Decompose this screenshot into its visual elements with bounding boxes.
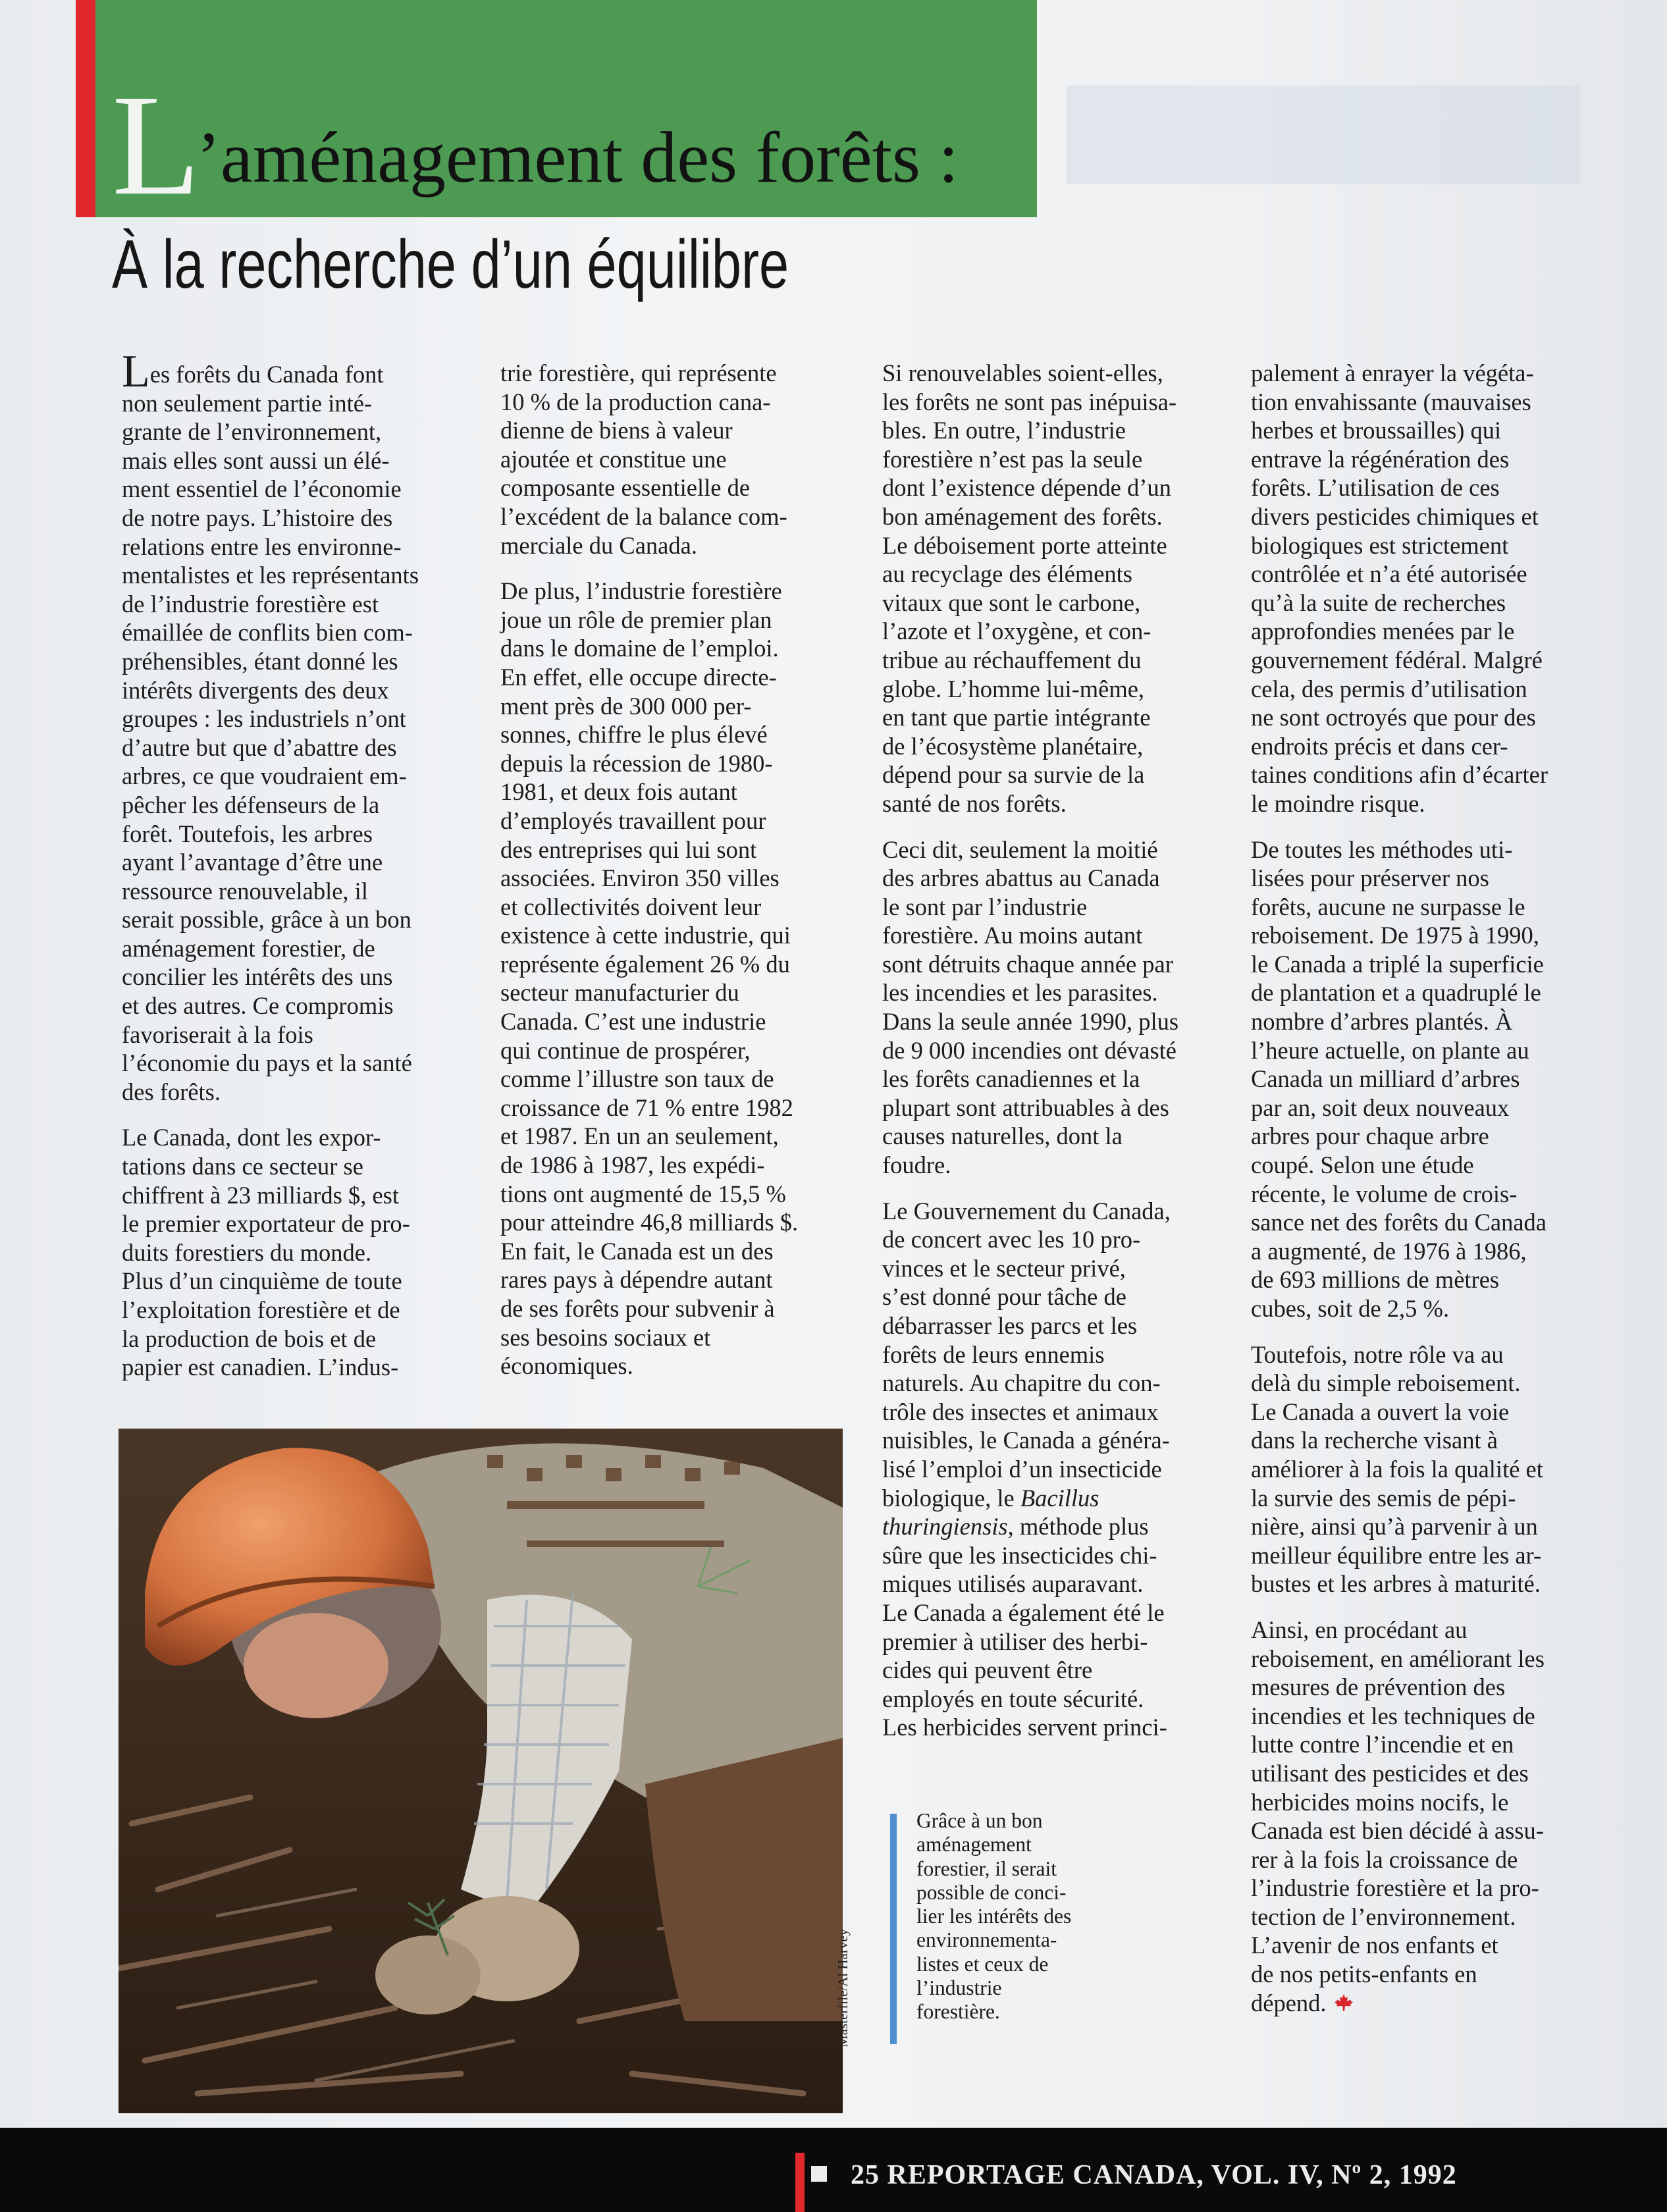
photo-credit: Masterfile/Al Harvey <box>835 1928 851 2047</box>
column-1 <box>122 346 471 1399</box>
paragraph: trie forestière, qui représente 10 % de la production cana- dienne de biens à valeur ajoutée et constitue une composante essentielle de l’excédent de la balance com- merciale du Canada. <box>500 359 787 559</box>
header-red-strip <box>76 0 95 217</box>
article-title <box>112 65 959 225</box>
paragraph: De plus, l’industrie forestière joue un rôle de premier plan dans le domaine de l’emploi. En effet, elle occupe directe- ment près de 300 000 per- sonnes, chiffre le plus élevé depuis la récession de 1980- 1981, et deux fois autant d’employés travaillent pour des entreprises qui lui sont associées. Environ 350 villes et collectivités doivent leur existence à cette industrie, qui représente également 26 % du secteur manufacturier du Canada. C’est une industrie qui continue de prospérer, comme l’illustre son taux de croissance de 71 % entre 1982 et 1987. En un an seulement, de 1986 à 1987, les expédi- tions ont augmenté de 15,5 % pour atteindre 46,8 milliards $. En fait, le Canada est un des rares pays à dépendre autant de ses forêts pour subvenir à ses besoins sociaux et économiques. <box>500 577 799 1380</box>
paragraph: palement à enrayer la végéta- tion envahissante (mauvaises herbes et broussailles) qui entrave la régénération des forêts. L’utilisation de ces divers pesticides chimiques et biologiques est strictement contrôlée et n’a été autorisée qu’à la suite de recherches approfondies menées par le gouvernement fédéral. Malgré cela, des permis d’utilisation ne sont octroyés que pour des endroits précis et dans cer- taines conditions afin d’écarter le moindre risque. <box>1251 359 1548 817</box>
footer-red-marker <box>795 2153 805 2212</box>
paragraph: De toutes les méthodes uti- lisées pour préserver nos forêts, aucune ne surpasse le reboisement. De 1975 à 1990, le Canada a triplé la superficie de plantation et a quadruplé le nombre d’arbres plantés. À l’heure actuelle, on plante au Canada un milliard d’arbres par an, soit deux nouveaux arbres pour chaque arbre coupé. Selon une étude récente, le volume de crois- sance net des forêts du Canada a augmenté, de 1976 à 1986, de 693 millions de mètres cubes, soit de 2,5 %. <box>1251 835 1547 1322</box>
species-name: Bacillus thuringiensis <box>882 1484 1099 1540</box>
column-4 <box>1251 359 1600 2034</box>
column-3 <box>882 359 1211 1759</box>
title-line1-text: ’aménagement des forêts : <box>196 117 959 198</box>
photo-illustration <box>119 1429 843 2113</box>
paragraph <box>1251 1616 1600 2017</box>
paragraph: Le Canada, dont les expor- tations dans ce secteur se chiffrent à 23 milliards $, est le premier exportateur de pro- duits forestiers du monde. Plus d’un cinquième de toute l’exploitation forestière et de la production de bois et de papier est canadien. L’indus- <box>122 1124 410 1381</box>
paragraph <box>122 346 471 1106</box>
dropcap: L <box>122 346 150 397</box>
paragraph: Si renouvelables soient-elles, les forêts ne sont pas inépuisa- bles. En outre, l’industrie forestière n’est pas la seule dont l’existence dépende d’un bon aménagement des forêts. Le déboisement porte atteinte au recyclage des éléments vitaux que sont le carbone, l’azote et l’oxygène, et con- tribue au réchauffement du globe. L’homme lui-même, en tant que partie intégrante de l’écosystème planétaire, dépend pour sa survie de la santé de nos forêts. <box>882 359 1177 817</box>
pullquote: Grâce à un bon aménagement forestier, il serait possible de conci- lier les intérêts des environnementa- listes et ceux de l’industrie forestière. <box>916 1809 1072 2024</box>
footer-square-bullet <box>811 2166 827 2182</box>
title-dropcap: L <box>112 65 197 225</box>
column-2 <box>500 359 843 1398</box>
maple-leaf-icon <box>1333 1993 1354 2014</box>
pullquote-bar <box>890 1814 897 2044</box>
paragraph: Ceci dit, seulement la moitié des arbres abattus au Canada le sont par l’industrie forestière. Au moins autant sont détruits chaque année par les incendies et les parasites. Dans la seule année 1990, plus de 9 000 incendies ont dévasté les forêts canadiennes et la plupart sont attribuables à des causes naturelles, dont la foudre. <box>882 835 1179 1179</box>
paragraph <box>882 1197 1211 1742</box>
paragraph-text: Ainsi, en procédant au reboisement, en améliorant les mesures de prévention des incendies et les techniques de lutte contre l’incendie et en utilisant des pesticides et des herbicides moins nocifs, le Canada est bien décidé à assu- rer à la fois la croissance de l’industrie forestière et la pro- tection de l’environnement. L’avenir de nos enfants et de nos petits-enfants en dépend. <box>1251 1616 1545 2016</box>
paragraph-text: es forêts du Canada font non seulement partie inté- grante de l’environnement, mais elles sont aussi un élé- ment essentiel de l’économie de notre pays. L’histoire des relations entre les environne- mentalistes et les représentants de l’industrie forestière est émaillée de conflits bien com- préhensibles, étant donné les intérêts divergents des deux groupes : les industriels n’ont d’autre but que d’abattre des arbres, ce que voudraient em- pêcher les défenseurs de la forêt. Toutefois, les arbres ayant l’avantage d’être une ressource renouvelable, il serait possible, grâce à un bon aménagement forestier, de concilier les intérêts des uns et des autres. Ce compromis favoriserait à la fois l’économie du pays et la santé des forêts. <box>122 361 419 1105</box>
show-through-band <box>1067 86 1580 184</box>
paragraph-text: Le Gouvernement du Canada, de concert avec les 10 pro- vinces et le secteur privé, s’est donné pour tâche de débarrasser les parcs et les forêts de leurs ennemis naturels. Au chapitre du con- trôle des insectes et animaux nuisibles, le Canada a généra- lisé l’emploi d’un insecticide biologique, le <box>882 1197 1171 1512</box>
article-subtitle: À la recherche d’un équilibre <box>112 226 789 303</box>
paragraph: Toutefois, notre rôle va au delà du simple reboisement. Le Canada a ouvert la voie dans la recherche visant à améliorer à la fois la qualité et la survie des semis de pépi- nière, ainsi qu’à parvenir à un meilleur équilibre entre les ar- bustes et les arbres à maturité. <box>1251 1340 1543 1598</box>
paragraph-text: , méthode plus sûre que les insecticides chi- miques utilisés auparavant. Le Canada a également été le premier à utiliser des herbi- cides qui peuvent être employés en toute sécurité. Les herbicides servent princi- <box>882 1513 1167 1741</box>
footer-folio: 25 REPORTAGE CANADA, VOL. IV, Nº 2, 1992 <box>851 2160 1457 2190</box>
worker-planting-photo <box>119 1429 843 2113</box>
